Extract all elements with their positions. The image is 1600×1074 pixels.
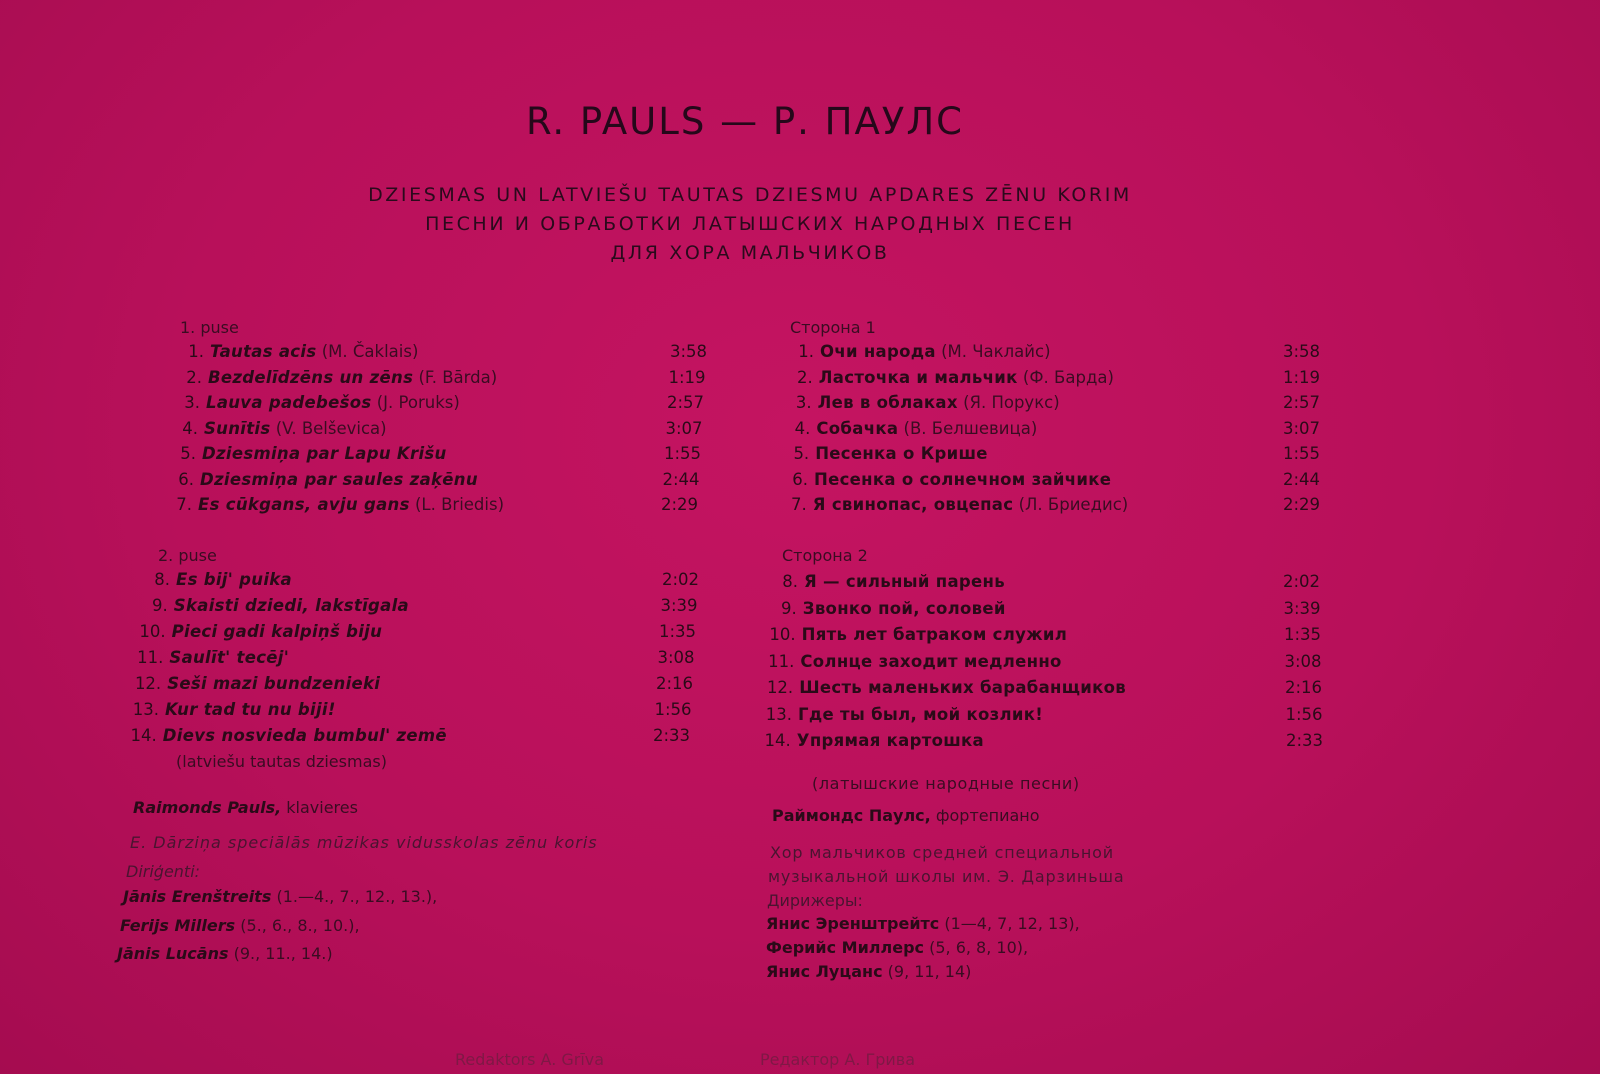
track-row xyxy=(134,596,409,615)
track-number: 10. xyxy=(769,625,796,644)
track-title: Dziesmiņa par Lapu Krišu xyxy=(202,444,447,463)
track-title: Упрямая картошка xyxy=(796,731,984,750)
track-row xyxy=(758,705,1043,724)
track-duration: 1:19 xyxy=(1283,367,1321,387)
track-number: 12. xyxy=(134,674,162,693)
track-title: Песенка о солнечном зайчике xyxy=(814,469,1112,489)
track-number: 6. xyxy=(792,469,808,489)
track-author: (В. Белшевица) xyxy=(903,418,1038,438)
track-number: 6. xyxy=(178,469,194,489)
track-number: 14. xyxy=(764,731,791,750)
track-number: 7. xyxy=(791,495,807,514)
track-row xyxy=(132,622,383,641)
conductor-1 xyxy=(123,887,437,906)
track-title: Sunītis xyxy=(204,418,271,438)
conductor-tracks: (1.—4., 7., 12., 13.), xyxy=(276,887,438,906)
track-row xyxy=(779,368,1114,387)
track-number: 9. xyxy=(152,596,168,615)
track-duration: 2:16 xyxy=(1285,678,1323,697)
track-duration: 3:07 xyxy=(1283,418,1321,438)
track-row xyxy=(776,419,1037,438)
track-title: Шесть маленьких барабанщиков xyxy=(799,678,1126,697)
track-number: 5. xyxy=(793,444,810,463)
track-number: 4. xyxy=(794,418,811,438)
track-author: (Я. Порукс) xyxy=(963,393,1060,412)
track-number: 8. xyxy=(782,572,798,591)
track-number: 4. xyxy=(182,418,198,438)
track-author: (J. Poruks) xyxy=(376,393,460,412)
track-duration: 3:08 xyxy=(657,648,695,667)
track-title: Tautas acis xyxy=(210,342,317,361)
track-author: (M. Čaklais) xyxy=(321,342,419,361)
track-number: 11. xyxy=(137,648,164,667)
track-duration: 3:39 xyxy=(1283,598,1321,618)
track-row xyxy=(129,648,289,667)
track-row xyxy=(760,652,1061,671)
track-title: Dziesmiņa par saules zaķēnu xyxy=(200,469,478,489)
track-number: 10. xyxy=(139,622,166,641)
track-number: 9. xyxy=(781,598,797,618)
side1-label: Сторона 1 xyxy=(790,318,876,337)
album-title: R. PAULS — Р. ПАУЛС xyxy=(525,100,965,143)
pianist-name: Raimonds Pauls, xyxy=(133,798,282,817)
track-author: (М. Чаклайс) xyxy=(941,342,1051,361)
track-row xyxy=(778,393,1060,412)
track-duration: 2:33 xyxy=(1286,731,1324,750)
conductor-name: Янис Эренштрейтс xyxy=(766,914,940,933)
track-title: Seši mazi bundzenieki xyxy=(167,674,381,693)
track-number: 3. xyxy=(795,393,812,412)
track-title: Bezdelīdzēns un zēns xyxy=(208,367,414,387)
pianist-name: Раймондс Паулс, xyxy=(772,806,931,825)
track-duration: 1:35 xyxy=(659,622,697,641)
track-duration: 3:58 xyxy=(1283,342,1321,361)
track-number: 7. xyxy=(176,495,192,514)
folk-note: (latviešu tautas dziesmas) xyxy=(176,752,387,771)
track-title: Собачка xyxy=(816,418,899,438)
track-title: Я свинопас, овцепас xyxy=(812,495,1014,514)
track-title: Ласточка и мальчик xyxy=(818,367,1018,387)
track-title: Где ты был, мой козлик! xyxy=(798,704,1044,724)
conductor-name: Ferijs Millers xyxy=(120,916,236,935)
track-row xyxy=(763,599,1006,618)
track-number: 2. xyxy=(186,367,202,387)
track-duration: 1:35 xyxy=(1284,625,1322,644)
track-title: Очи народа xyxy=(820,342,936,361)
conductor-tracks: (9., 11., 14.) xyxy=(233,944,333,963)
conductor-tracks: (1—4, 7, 12, 13), xyxy=(944,914,1080,933)
pianist-credit xyxy=(772,806,1040,825)
track-duration: 2:57 xyxy=(1283,393,1321,412)
track-row xyxy=(170,342,418,361)
choir-line-1: Хор мальчиков средней специальной xyxy=(770,843,1114,862)
track-number: 8. xyxy=(154,570,170,589)
track-author: (Л. Бриедис) xyxy=(1018,495,1129,514)
track-number: 1. xyxy=(188,342,204,361)
track-number: 13. xyxy=(132,700,159,719)
track-author: (V. Belševica) xyxy=(275,418,387,438)
track-number: 3. xyxy=(184,393,200,412)
track-duration: 3:39 xyxy=(660,596,698,615)
track-duration: 2:02 xyxy=(1283,572,1321,591)
conductor-tracks: (9, 11, 14) xyxy=(887,962,972,981)
track-number: 14. xyxy=(130,726,157,745)
track-row xyxy=(764,572,1005,591)
track-row xyxy=(127,674,380,693)
conductor-3 xyxy=(117,944,333,963)
track-number: 2. xyxy=(797,367,813,387)
folk-note: (латышские народные песни) xyxy=(812,774,1080,793)
conductor-tracks: (5, 6, 8, 10), xyxy=(929,938,1029,957)
track-duration: 2:44 xyxy=(662,469,700,489)
conductor-2 xyxy=(120,916,360,935)
track-duration: 2:29 xyxy=(661,495,699,514)
track-duration: 2:33 xyxy=(653,726,691,745)
pianist-credit xyxy=(133,798,358,817)
track-title: Лев в облаках xyxy=(817,393,958,412)
track-title: Pieci gadi kalpiņš biju xyxy=(171,622,383,641)
track-title: Lauva padebešos xyxy=(206,393,372,412)
pianist-role: фортепиано xyxy=(935,806,1040,825)
track-number: 12. xyxy=(766,678,794,697)
conductor-2 xyxy=(766,938,1028,957)
track-duration: 3:08 xyxy=(1284,651,1322,671)
conductor-name: Jānis Erenštreits xyxy=(123,887,272,906)
track-row xyxy=(136,570,292,589)
track-title: Я — сильный парень xyxy=(804,572,1005,591)
choir-name: E. Dārziņa speciālās mūzikas vidusskolas zēnu koris xyxy=(130,833,598,852)
track-row xyxy=(774,470,1111,489)
side2-label: Сторона 2 xyxy=(782,546,868,565)
track-row xyxy=(759,678,1126,697)
track-number: 13. xyxy=(765,704,792,724)
track-title: Пять лет батраком служил xyxy=(801,625,1068,644)
subtitle-russian-2: ДЛЯ ХОРА МАЛЬЧИКОВ xyxy=(610,242,890,264)
track-duration: 1:55 xyxy=(1283,444,1321,463)
track-row xyxy=(164,419,387,438)
track-row xyxy=(158,495,504,514)
track-duration: 1:56 xyxy=(1285,704,1323,724)
track-row xyxy=(773,495,1128,514)
track-author: (L. Briedis) xyxy=(414,495,505,514)
track-row xyxy=(780,342,1051,361)
side1-label: 1. puse xyxy=(180,318,239,337)
track-author: (Ф. Барда) xyxy=(1022,367,1114,387)
track-author: (F. Bārda) xyxy=(418,367,498,387)
side2-label: 2. puse xyxy=(158,546,217,565)
track-duration: 2:29 xyxy=(1283,495,1321,514)
subtitle-latvian: DZIESMAS UN LATVIEŠU TAUTAS DZIESMU APDARES ZĒNU KORIM xyxy=(368,184,1132,206)
track-title: Kur tad tu nu biji! xyxy=(165,700,336,719)
track-title: Dievs nosvieda bumbul' zemē xyxy=(162,726,447,745)
choir-line-2: музыкальной школы им. Э. Дарзиньша xyxy=(768,867,1125,886)
track-duration: 1:19 xyxy=(668,367,706,387)
conductor-name: Ферийс Миллерс xyxy=(766,938,925,957)
editor-credit: Redaktors A. Grīva xyxy=(455,1050,605,1069)
conductors-label: Дирижеры: xyxy=(767,891,863,910)
track-row xyxy=(168,368,497,387)
track-title: Skaisti dziedi, lakstīgala xyxy=(173,596,409,615)
conductors-label: Diriģenti: xyxy=(126,862,201,881)
track-duration: 2:16 xyxy=(656,674,694,693)
track-row xyxy=(125,700,336,719)
track-row xyxy=(123,726,447,745)
track-row xyxy=(775,444,988,463)
track-row xyxy=(762,625,1068,644)
editor-credit: Редактор А. Грива xyxy=(760,1050,916,1069)
track-title: Звонко пой, соловей xyxy=(802,598,1006,618)
track-number: 1. xyxy=(798,342,814,361)
conductor-name: Янис Луцанс xyxy=(766,962,883,981)
track-duration: 2:02 xyxy=(662,570,700,589)
track-duration: 1:55 xyxy=(664,444,702,463)
subtitle-russian: ПЕСНИ И ОБРАБОТКИ ЛАТЫШСКИХ НАРОДНЫХ ПЕСЕН xyxy=(425,213,1075,235)
track-title: Солнце заходит медленно xyxy=(800,651,1062,671)
conductor-1 xyxy=(766,914,1080,933)
track-row xyxy=(166,393,460,412)
track-row xyxy=(162,444,447,463)
track-row xyxy=(160,470,478,489)
track-duration: 2:44 xyxy=(1283,469,1321,489)
conductor-3 xyxy=(766,962,971,981)
track-duration: 3:58 xyxy=(670,342,708,361)
track-duration: 3:07 xyxy=(665,418,703,438)
track-title: Песенка о Крише xyxy=(815,444,988,463)
track-number: 5. xyxy=(180,444,196,463)
track-row xyxy=(757,731,984,750)
track-number: 11. xyxy=(768,651,795,671)
track-duration: 2:57 xyxy=(667,393,705,412)
conductor-tracks: (5., 6., 8., 10.), xyxy=(240,916,360,935)
track-duration: 1:56 xyxy=(654,700,692,719)
track-title: Es bij' puika xyxy=(176,570,292,589)
track-title: Es cūkgans, avju gans xyxy=(198,495,410,514)
conductor-name: Jānis Lucāns xyxy=(117,944,229,963)
pianist-role: klavieres xyxy=(286,798,358,817)
track-title: Saulīt' tecēj' xyxy=(169,648,290,667)
